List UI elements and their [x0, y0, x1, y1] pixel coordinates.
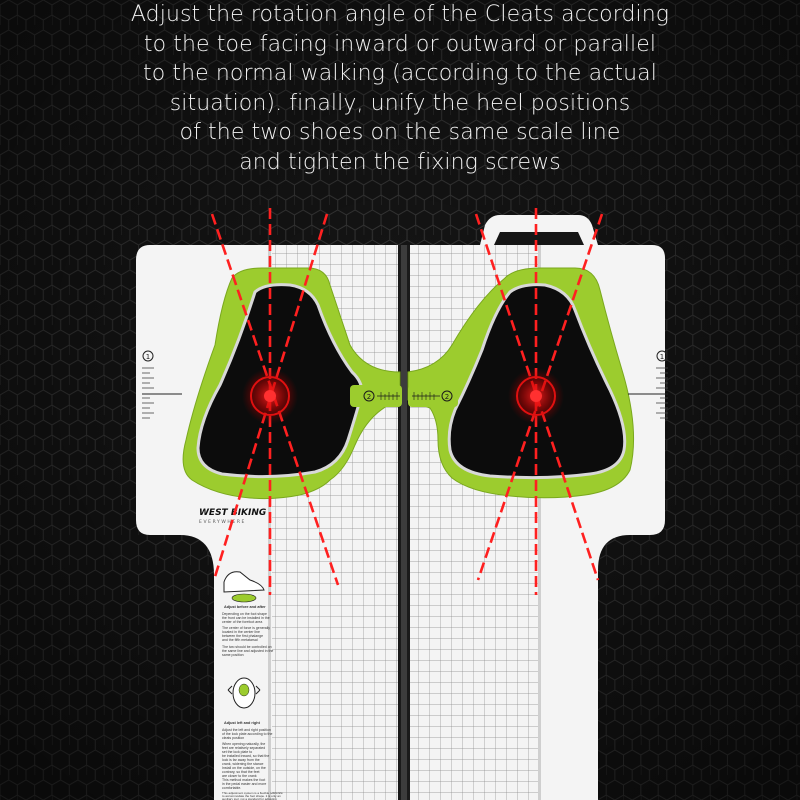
headline-line-2: to the toe facing inward or outward or parallel — [143, 31, 657, 57]
instruction-line: the same line and adjusted in the — [222, 649, 274, 653]
instruction-line: be installed inward, so that the — [222, 754, 270, 758]
instruction-line: center of the forefoot area — [222, 620, 263, 624]
instruction-line: cleats position — [222, 736, 245, 740]
instruction-line: contrary, so that the feet — [222, 770, 260, 774]
right-pivot-center — [530, 390, 542, 402]
instruction-section2-title: Adjust left and right — [224, 721, 260, 725]
marker-2-right-label: 2 — [444, 393, 450, 401]
instruction-line: auxiliary tool, not a standard for adjusting — [222, 797, 277, 800]
instruction-line: in the pedal easier and more — [222, 782, 267, 786]
instruction-line: The center of force is generally — [222, 626, 271, 630]
instruction-line: between the first phalange — [222, 634, 264, 638]
instruction-line: the front can be installed in the — [222, 616, 270, 620]
instruction-line: and the fifth metatarsal — [222, 638, 258, 642]
headline-line-6: and tighten the fixing screws — [239, 149, 561, 175]
instruction-line: Adjust the left and right position — [222, 728, 271, 732]
instruction-line: This adjustment system is a flexible reference — [222, 791, 283, 795]
instruction-line: of the lock plate according to the — [222, 732, 273, 736]
instruction-line: feet are relatively separated — [222, 746, 266, 750]
instruction-line: set the lock plate to — [222, 750, 253, 754]
instruction-section1-title: Adjust before and after — [224, 605, 266, 609]
marker-1-left-label: 1 — [145, 353, 151, 361]
instruction-line: The two should be controlled on — [222, 645, 272, 649]
headline-line-5: of the two shoes on the same scale line — [179, 120, 621, 145]
marker-2-left-label: 2 — [366, 393, 372, 401]
brand-tagline: EVERYWHERE — [199, 520, 246, 525]
headline-line-3: to the normal walking (according to the actual — [143, 61, 657, 86]
instruction-line: Install on the outside, on the — [222, 766, 266, 770]
instruction-line: comfortable. — [222, 786, 242, 790]
instruction-line: lock is far away from the — [222, 758, 260, 762]
instruction-line: to accommodate the foot shape. it is only an — [222, 794, 281, 798]
marker-1-right-label: 1 — [659, 353, 665, 361]
brand-logo-text: WEST BIKING — [199, 508, 267, 518]
instruction-line: located in the center line — [222, 630, 260, 634]
instruction-line: When opening naturally, the — [222, 742, 266, 746]
instruction-line: are closer to the crank — [222, 774, 257, 778]
headline-line-1: Adjust the rotation angle of the Cleats according — [130, 2, 670, 27]
instruction-line: Depending on the foot shape — [222, 612, 267, 616]
instruction-line: crank, widening the stance — [222, 762, 264, 766]
headline-line-4: situation). finally, unify the heel positions — [169, 90, 631, 116]
left-pivot-center — [264, 390, 276, 402]
instruction-line: This method makes the foot — [222, 778, 266, 782]
instruction-line: same position — [222, 653, 244, 657]
